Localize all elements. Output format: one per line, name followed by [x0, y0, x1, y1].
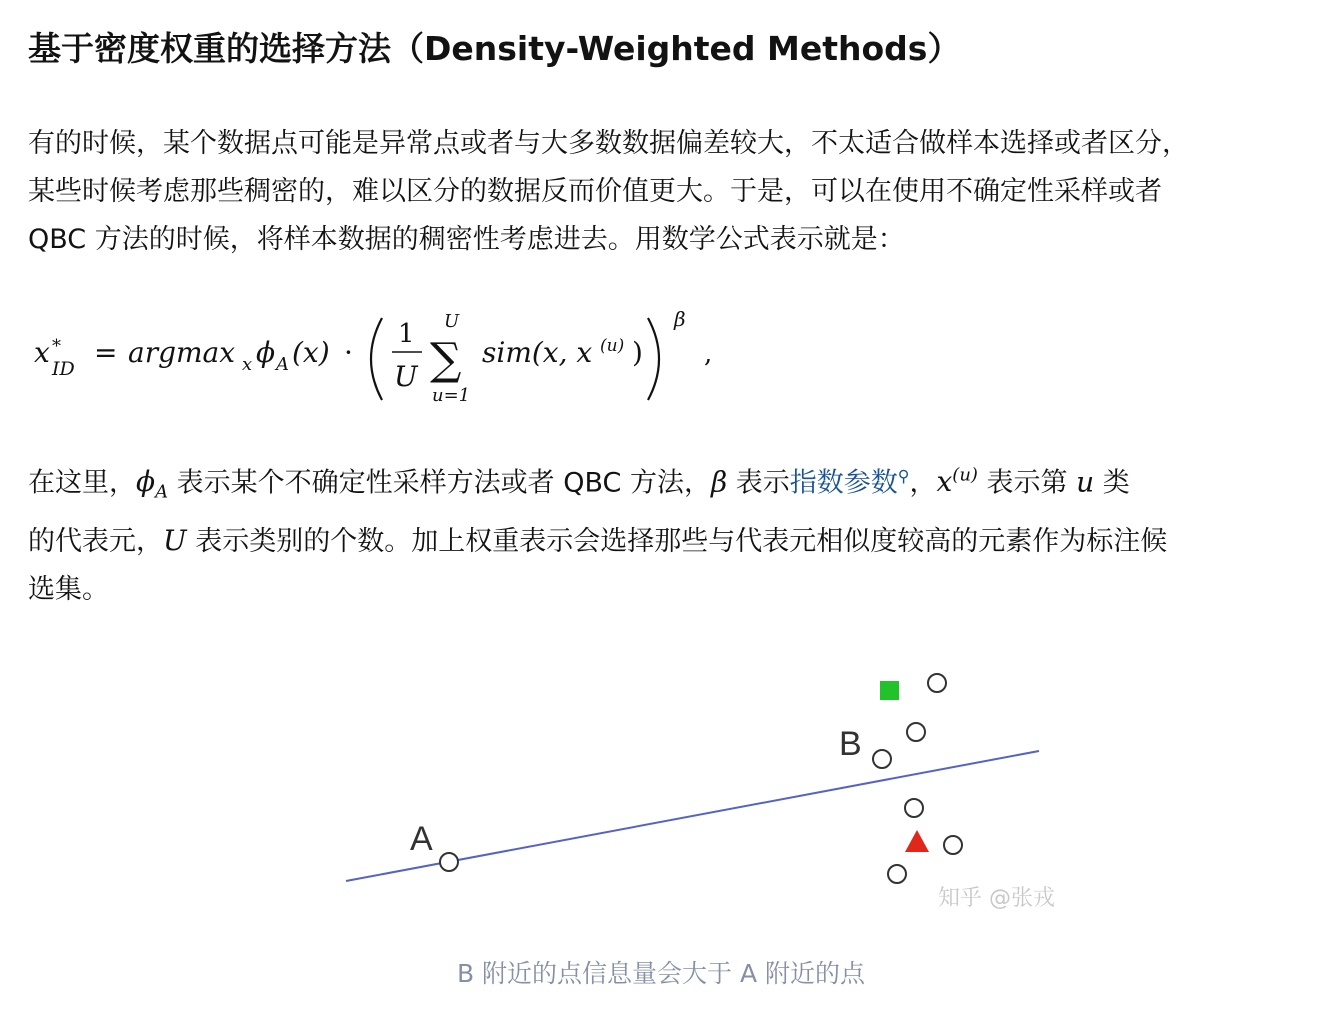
symbol-U: U [163, 523, 187, 557]
green-square-marker [880, 681, 899, 700]
formula-lhs-sup: * [52, 336, 61, 357]
paragraph-intro-line1: 有的时候，某个数据点可能是异常点或者与大多数数据偏差较大，不太适合做样本选择或者区分， [28, 128, 1189, 159]
density-illustration-figure [316, 650, 1116, 930]
symbol-beta: β [711, 465, 728, 499]
explanation-beta-desc: 表示 [727, 467, 790, 499]
symbol-x-sup: (u) [952, 465, 978, 486]
data-point [888, 865, 906, 883]
formula-phi-sub: A [276, 354, 289, 375]
explanation-x-desc: 表示第 [977, 467, 1077, 499]
point-a-circle [440, 853, 458, 871]
paragraph-intro-line3: QBC 方法的时候，将样本数据的稠密性考虑进去。用数学公式表示就是： [28, 224, 905, 255]
figure-caption: B 附近的点信息量会大于 A 附近的点 [456, 959, 866, 988]
formula-left-paren [371, 318, 382, 400]
formula-sum-sign: ∑ [430, 334, 462, 385]
formula-equals: = [94, 336, 118, 369]
formula-dot: · [344, 336, 353, 369]
section-title: 基于密度权重的选择方法（Density-Weighted Methods） [28, 29, 961, 68]
formula-argmax: argmax [128, 336, 236, 369]
formula-sim-sup: (u) [600, 336, 625, 356]
point-b-label: B [839, 725, 862, 763]
symbol-phi-sub: A [155, 481, 169, 503]
formula-frac-num: 1 [398, 319, 415, 349]
symbol-phi: ϕ [136, 465, 156, 499]
data-point [944, 836, 962, 854]
symbol-phi-a [136, 465, 169, 503]
explanation-comma: ， [909, 467, 937, 499]
formula-phi-arg: (x) [292, 336, 330, 369]
formula-beta: β [674, 307, 686, 331]
point-b-circle [873, 750, 891, 768]
explanation-line2-rest: 表示类别的个数。加上权重表示会选择那些与代表元相似度较高的元素作为标注候 [186, 525, 1168, 557]
formula-sum-bottom: u=1 [432, 385, 471, 406]
formula-argmax-sub: x [242, 354, 253, 375]
data-point [905, 799, 923, 817]
red-triangle-marker [905, 830, 929, 852]
explanation-prefix: 在这里， [28, 467, 136, 499]
formula-lhs-sub: ID [52, 358, 75, 380]
formula-sim-close: ) [632, 336, 643, 369]
formula-sum-top: U [444, 311, 460, 332]
formula-frac-den: U [394, 360, 418, 393]
density-weighted-formula [28, 296, 788, 416]
symbol-u: u [1076, 465, 1095, 499]
zhihu-watermark: 知乎 @张戎 [938, 886, 1055, 911]
search-icon: ⚲ [897, 466, 910, 486]
explanation-line3: 选集。 [28, 573, 109, 605]
formula-phi: ϕ [256, 336, 276, 369]
formula-sim: sim(x, x [482, 336, 593, 369]
symbol-x: x [936, 465, 953, 499]
symbol-x-u [937, 465, 978, 498]
link-exponent-parameter[interactable]: 指数参数 [789, 467, 898, 499]
formula-right-paren [648, 318, 659, 400]
paragraph-intro [28, 120, 1318, 264]
explanation-line2-start: 的代表元， [28, 525, 163, 557]
formula-trailing-comma: , [704, 339, 713, 369]
point-a-label: A [410, 820, 433, 858]
data-point [928, 674, 946, 692]
explanation-class: 类 [1094, 467, 1130, 499]
explanation-phi-desc: 表示某个不确定性采样方法或者 QBC 方法， [168, 467, 711, 499]
data-point [907, 723, 925, 741]
paragraph-intro-line2: 某些时候考虑那些稠密的，难以区分的数据反而价值更大。于是，可以在使用不确定性采样或者 [28, 176, 1162, 207]
formula-lhs: x [34, 336, 50, 369]
paragraph-explanation [28, 452, 1318, 614]
